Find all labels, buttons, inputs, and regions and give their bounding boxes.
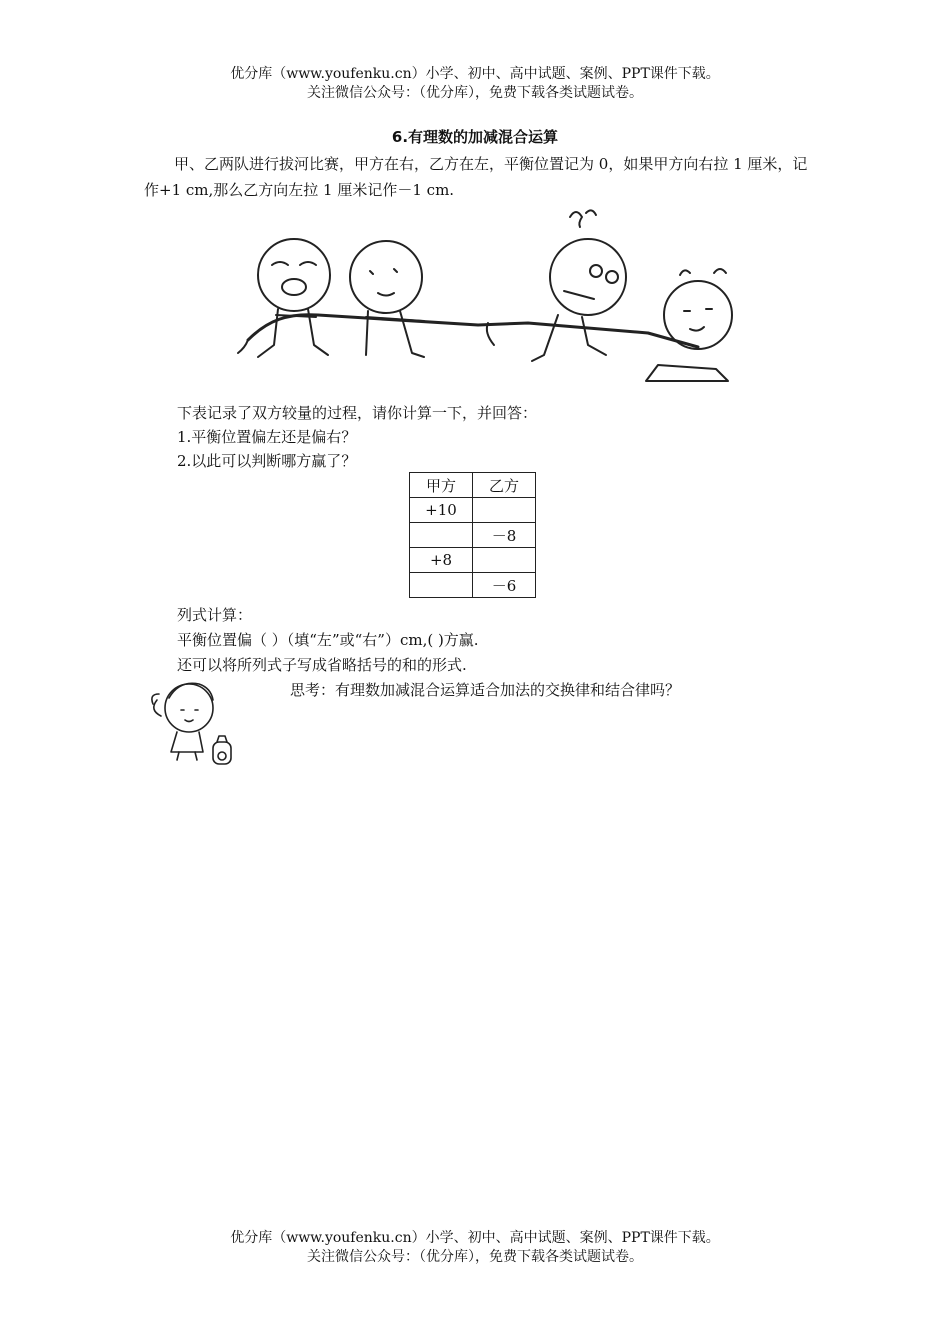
answer-line: 平衡位置偏（ ）（填“左”或“右”）cm,( )方赢.: [177, 631, 479, 649]
tug-of-war-illustration: [228, 205, 758, 395]
table-cell: [473, 498, 536, 523]
note-line: 还可以将所列式子写成省略括号的和的形式.: [177, 656, 467, 674]
table-cell: [473, 548, 536, 573]
table-cell: +8: [410, 548, 473, 573]
calc-label: 列式计算：: [177, 606, 253, 624]
table-row: [410, 498, 536, 523]
table-header-cell: 甲方: [410, 473, 473, 498]
table-row: [410, 548, 536, 573]
footer-line-2: 关注微信公众号：（优分库），免费下载各类试题试卷。: [307, 1249, 643, 1265]
footer-line-1: 优分库（www.youfenku.cn）小学、初中、高中试题、案例、PPT课件下载。: [230, 1230, 720, 1246]
table-cell: [410, 573, 473, 598]
intro-paragraph: 甲、乙两队进行拔河比赛，甲方在右，乙方在左，平衡位置记为 0，如果甲方向右拉 1 厘米，记作+1 cm,那么乙方向左拉 1 厘米记作－1 cm.: [144, 155, 808, 199]
table-header-cell: 乙方: [473, 473, 536, 498]
table-cell: [410, 523, 473, 548]
page-title: 6.有理数的加减混合运算: [391, 128, 559, 146]
table-cell: +10: [410, 498, 473, 523]
cartoon-girl-illustration: [143, 670, 248, 780]
think-line: 思考：有理数加减混合运算适合加法的交换律和结合律吗？: [290, 681, 681, 699]
prompt-text: 下表记录了双方较量的过程，请你计算一下，并回答：: [177, 404, 538, 422]
question-2: 2.以此可以判断哪方赢了？: [177, 452, 357, 470]
question-1: 1.平衡位置偏左还是偏右？: [177, 428, 357, 446]
table-row: [410, 523, 536, 548]
header-line-2: 关注微信公众号：（优分库），免费下载各类试题试卷。: [307, 85, 643, 101]
tug-record-table: [409, 472, 536, 598]
table-cell: －6: [473, 573, 536, 598]
table-row: [410, 573, 536, 598]
table-header-row: [410, 473, 536, 498]
table-cell: －8: [473, 523, 536, 548]
header-line-1: 优分库（www.youfenku.cn）小学、初中、高中试题、案例、PPT课件下载。: [230, 66, 720, 82]
